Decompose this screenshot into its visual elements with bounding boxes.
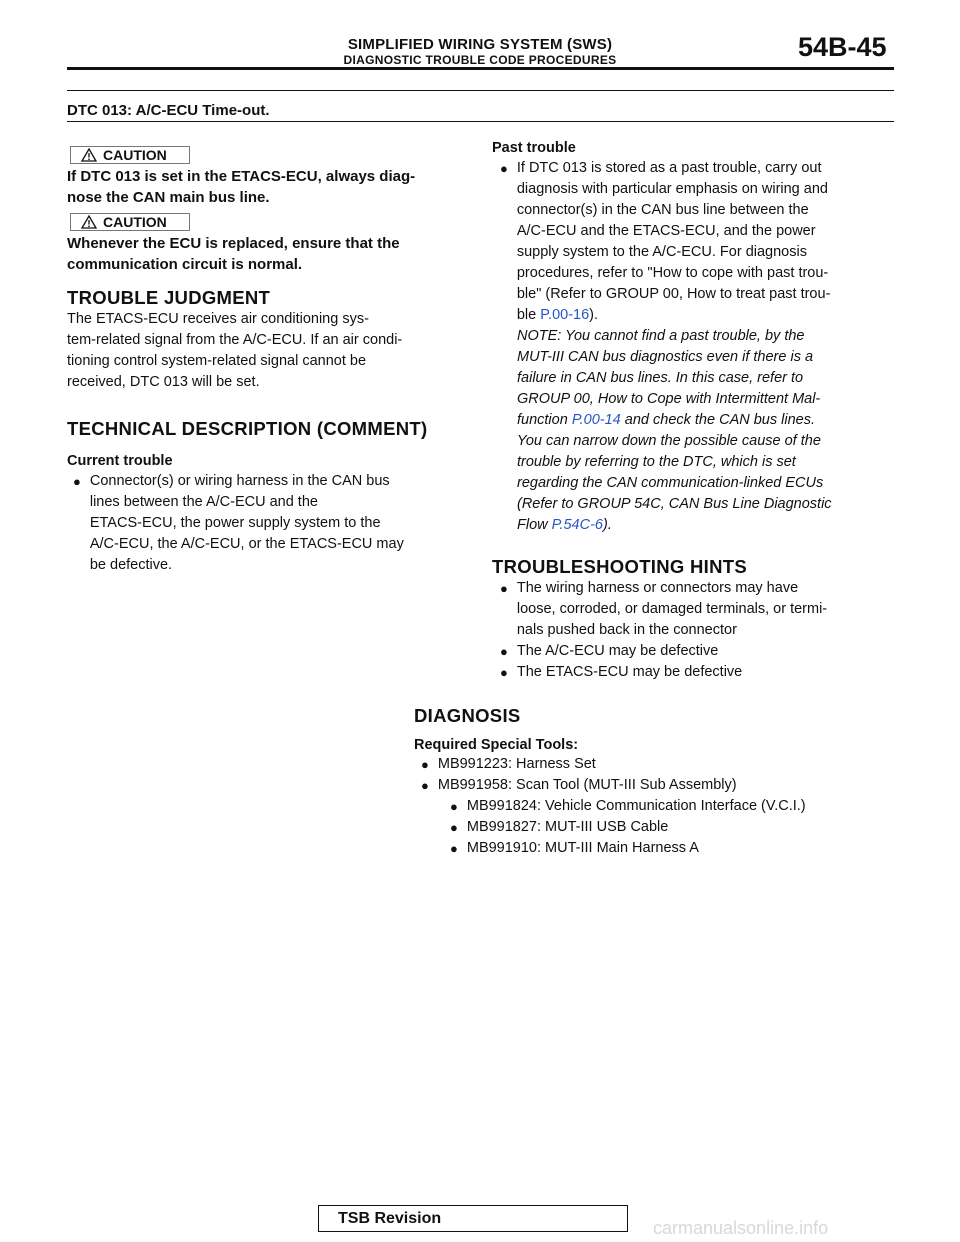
bullet-icon: ● xyxy=(450,820,458,835)
bullet-icon: ● xyxy=(73,474,81,489)
bullet-icon: ● xyxy=(500,581,508,596)
bullet-icon: ● xyxy=(500,644,508,659)
caution-text: Whenever the ECU is replaced, ensure that the communication circuit is normal. xyxy=(67,235,400,273)
dtc-title: DTC 013: A/C-ECU Time-out. xyxy=(67,102,270,119)
note-text: NOTE: You cannot find a past trouble, by the MUT-III CAN bus diagnostics even if there is a failure in CAN bus lines. In this case, refer to GROUP 00, How to Cope with Intermittent Mal- function P.00-14 and check the CAN bus lines. You can narrow down the possible cause of the trouble by referring to the DTC, which is set regarding the CAN communication-linked ECUs (Refer to GROUP 54C, CAN Bus Line Diagnostic Flow P.54C-6). xyxy=(517,328,832,533)
technical-description-heading: TECHNICAL DESCRIPTION (COMMENT) xyxy=(67,418,428,439)
list-item: ● MB991827: MUT-III USB Cable xyxy=(450,817,910,838)
bullet-icon: ● xyxy=(421,778,429,793)
warning-triangle-icon xyxy=(81,148,97,162)
list-item: ● The wiring harness or connectors may have loose, corroded, or damaged terminals, or termi- nals pushed back in the connector xyxy=(500,578,900,641)
warning-triangle-icon xyxy=(81,215,97,229)
caution-label: CAUTION xyxy=(103,214,167,230)
caution-text: If DTC 013 is set in the ETACS-ECU, always diag- nose the CAN main bus line. xyxy=(67,168,416,206)
title-top-rule xyxy=(67,90,894,91)
past-trouble-label: Past trouble xyxy=(492,140,576,156)
title-bottom-rule xyxy=(67,121,894,122)
link-p00-16[interactable]: P.00-16 xyxy=(540,307,590,323)
troubleshooting-hints-heading: TROUBLESHOOTING HINTS xyxy=(492,556,748,577)
list-item: ● MB991824: Vehicle Communication Interface (V.C.I.) xyxy=(450,796,910,817)
caution-label-box xyxy=(70,146,190,164)
bullet-icon: ● xyxy=(450,799,458,814)
trouble-judgment-heading: TROUBLE JUDGMENT xyxy=(67,287,271,308)
link-p54c-6[interactable]: P.54C-6 xyxy=(551,517,603,533)
page-header-subtitle: DIAGNOSTIC TROUBLE CODE PROCEDURES xyxy=(343,53,617,67)
list-item: ● The ETACS-ECU may be defective xyxy=(500,662,900,683)
list-item: ● MB991223: Harness Set xyxy=(421,754,901,775)
current-trouble-label: Current trouble xyxy=(67,453,173,469)
page-number: 54B-45 xyxy=(798,32,887,62)
trouble-judgment-text: The ETACS-ECU receives air conditioning sys- tem-related signal from the A/C-ECU. If an air condi- tioning control system-related signal cannot be received, DTC 013 will be set. xyxy=(67,311,403,390)
bullet-icon: ● xyxy=(500,161,508,176)
page-header-title: SIMPLIFIED WIRING SYSTEM (SWS) xyxy=(347,36,613,53)
link-p00-14[interactable]: P.00-14 xyxy=(571,412,621,428)
bullet-icon: ● xyxy=(500,665,508,680)
required-tools-label: Required Special Tools: xyxy=(414,737,579,753)
bullet-icon: ● xyxy=(450,841,458,856)
list-item: ● Connector(s) or wiring harness in the CAN bus lines between the A/C-ECU and the ETACS-ECU, the power supply system to the A/C-ECU, the A/C-ECU, or the ETACS-ECU may be defective. xyxy=(73,471,473,576)
caution-label-box xyxy=(70,213,190,231)
tsb-revision-label: TSB Revision xyxy=(338,1210,442,1227)
bullet-icon: ● xyxy=(421,757,429,772)
list-item: ● MB991958: Scan Tool (MUT-III Sub Assembly) xyxy=(421,775,901,796)
watermark: carmanualsonline.info xyxy=(653,1218,829,1238)
header-rule xyxy=(67,67,894,70)
list-item: ● MB991910: MUT-III Main Harness A xyxy=(450,838,910,859)
diagnosis-heading: DIAGNOSIS xyxy=(414,705,521,726)
list-item: ● The A/C-ECU may be defective xyxy=(500,641,900,662)
caution-label: CAUTION xyxy=(103,147,167,163)
list-item: ● If DTC 013 is stored as a past trouble, carry out diagnosis with particular emphasis on wiring and connector(s) in the CAN bus line between the A/C-ECU and the ETACS-ECU, and the power supply system to the A/C-ECU. For diagnosis procedures, refer to "How to cope with past trou- ble" (Refer to GROUP 00, How to treat past trou- ble P.00-16). xyxy=(500,158,900,326)
